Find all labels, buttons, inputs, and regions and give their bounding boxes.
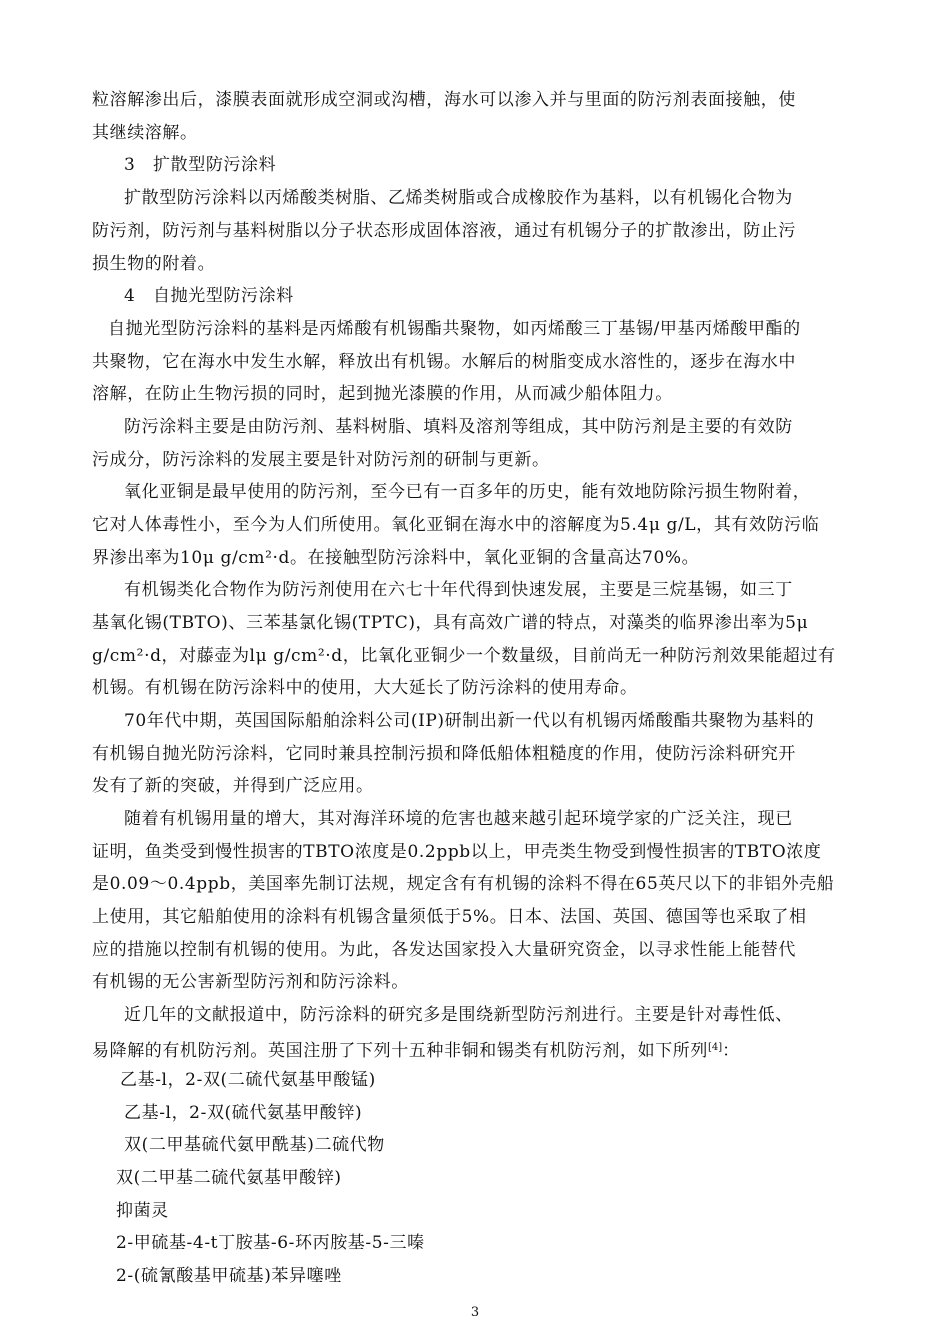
paragraph-line: 随着有机锡用量的增大，其对海洋环境的危害也越来越引起环境学家的广泛关注，现已 <box>124 809 793 829</box>
paragraph-line-text: 易降解的有机防污剂。英国注册了下列十五种非铜和锡类有机防污剂，如下所列 <box>92 1041 708 1061</box>
paragraph-line: 有机锡类化合物作为防污剂使用在六七十年代得到快速发展，主要是三烷基锡，如三丁 <box>124 580 793 600</box>
paragraph-line: 损生物的附着。 <box>92 254 216 274</box>
paragraph-line: 证明，鱼类受到慢性损害的TBTO浓度是0.2ppb以上，甲壳类生物受到慢性损害的TBTO浓度 <box>92 842 822 862</box>
paragraph-line: 共聚物，它在海水中发生水解，释放出有机锡。水解后的树脂变成水溶性的，逐步在海水中 <box>92 352 796 372</box>
paragraph-line: 发有了新的突破，并得到广泛应用。 <box>92 776 374 796</box>
page-number: 3 <box>470 1305 480 1320</box>
paragraph-line: 扩散型防污涂料以丙烯酸类树脂、乙烯类树脂或合成橡胶作为基料，以有机锡化合物为 <box>124 188 793 208</box>
list-item: 2-甲硫基-4-t丁胺基-6-环丙胺基-5-三嗪 <box>116 1233 425 1253</box>
list-item: 乙基-l，2-双(二硫代氨基甲酸锰) <box>120 1070 376 1090</box>
paragraph-line: 防污剂，防污剂与基料树脂以分子状态形成固体溶液，通过有机锡分子的扩散渗出，防止污 <box>92 221 796 241</box>
list-item: 抑菌灵 <box>116 1201 169 1221</box>
paragraph-line: 它对人体毒性小，至今为人们所使用。氧化亚铜在海水中的溶解度为5.4μ g/L，其有效防污临 <box>92 515 820 535</box>
paragraph-line: 界渗出率为10μ g/cm²·d。在接触型防污涂料中，氧化亚铜的含量高达70%。 <box>92 548 700 568</box>
paragraph-line: 应的措施以控制有机锡的使用。为此，各发达国家投入大量研究资金，以寻求性能上能替代 <box>92 940 796 960</box>
paragraph-line: 防污涂料主要是由防污剂、基料树脂、填料及溶剂等组成，其中防污剂是主要的有效防 <box>124 417 793 437</box>
paragraph-line: 有机锡的无公害新型防污剂和防污涂料。 <box>92 972 409 992</box>
citation-ref: [4] <box>708 1042 723 1053</box>
paragraph-line: g/cm²·d，对藤壶为lμ g/cm²·d，比氧化亚铜少一个数量级，目前尚无一种防污剂效果能超过有 <box>92 646 836 666</box>
paragraph-line: 有机锡自抛光防污涂料，它同时兼具控制污损和降低船体粗糙度的作用，使防污涂料研究开 <box>92 744 796 764</box>
paragraph-line <box>92 1037 740 1062</box>
paragraph-line: 是0.09～0.4ppb，美国率先制订法规，规定含有有机锡的涂料不得在65英尺以下的非铝外壳船 <box>92 874 835 894</box>
paragraph-line: 上使用，其它船舶使用的涂料有机锡含量须低于5%。日本、法国、英国、德国等也采取了相 <box>92 907 807 927</box>
paragraph-line: 70年代中期，英国国际船舶涂料公司(IP)研制出新一代以有机锡丙烯酸酯共聚物为基料的 <box>124 711 815 731</box>
paragraph-line: 基氧化锡(TBTO)、三苯基氯化锡(TPTC)，具有高效广谱的特点，对藻类的临界渗出率为5μ <box>92 613 809 633</box>
paragraph-line: 其继续溶解。 <box>92 123 198 143</box>
paragraph-line: 近几年的文献报道中，防污涂料的研究多是围绕新型防污剂进行。主要是针对毒性低、 <box>124 1005 793 1025</box>
citation-punctuation: ： <box>722 1041 740 1061</box>
paragraph-line: 氧化亚铜是最早使用的防污剂，至今已有一百多年的历史，能有效地防除污损生物附着， <box>124 482 811 502</box>
list-item: 2-(硫氰酸基甲硫基)苯异噻唑 <box>116 1266 342 1286</box>
section-heading: 4 自抛光型防污涂料 <box>124 286 294 306</box>
list-item: 双(二甲基硫代氨甲酰基)二硫代物 <box>124 1135 385 1155</box>
paragraph-line: 机锡。有机锡在防污涂料中的使用，大大延长了防污涂料的使用寿命。 <box>92 678 638 698</box>
list-item: 乙基-l，2-双(硫代氨基甲酸锌) <box>124 1103 363 1123</box>
section-heading: 3 扩散型防污涂料 <box>124 155 277 175</box>
paragraph-line: 溶解，在防止生物污损的同时，起到抛光漆膜的作用，从而减少船体阻力。 <box>92 384 673 404</box>
paragraph-line: 污成分，防污涂料的发展主要是针对防污剂的研制与更新。 <box>92 450 550 470</box>
paragraph-line: 粒溶解渗出后，漆膜表面就形成空洞或沟槽，海水可以渗入并与里面的防污剂表面接触，使 <box>92 90 796 110</box>
paragraph-line: 自抛光型防污涂料的基料是丙烯酸有机锡酯共聚物，如丙烯酸三丁基锡/甲基丙烯酸甲酯的 <box>108 319 801 339</box>
list-item: 双(二甲基二硫代氨基甲酸锌) <box>116 1168 342 1188</box>
